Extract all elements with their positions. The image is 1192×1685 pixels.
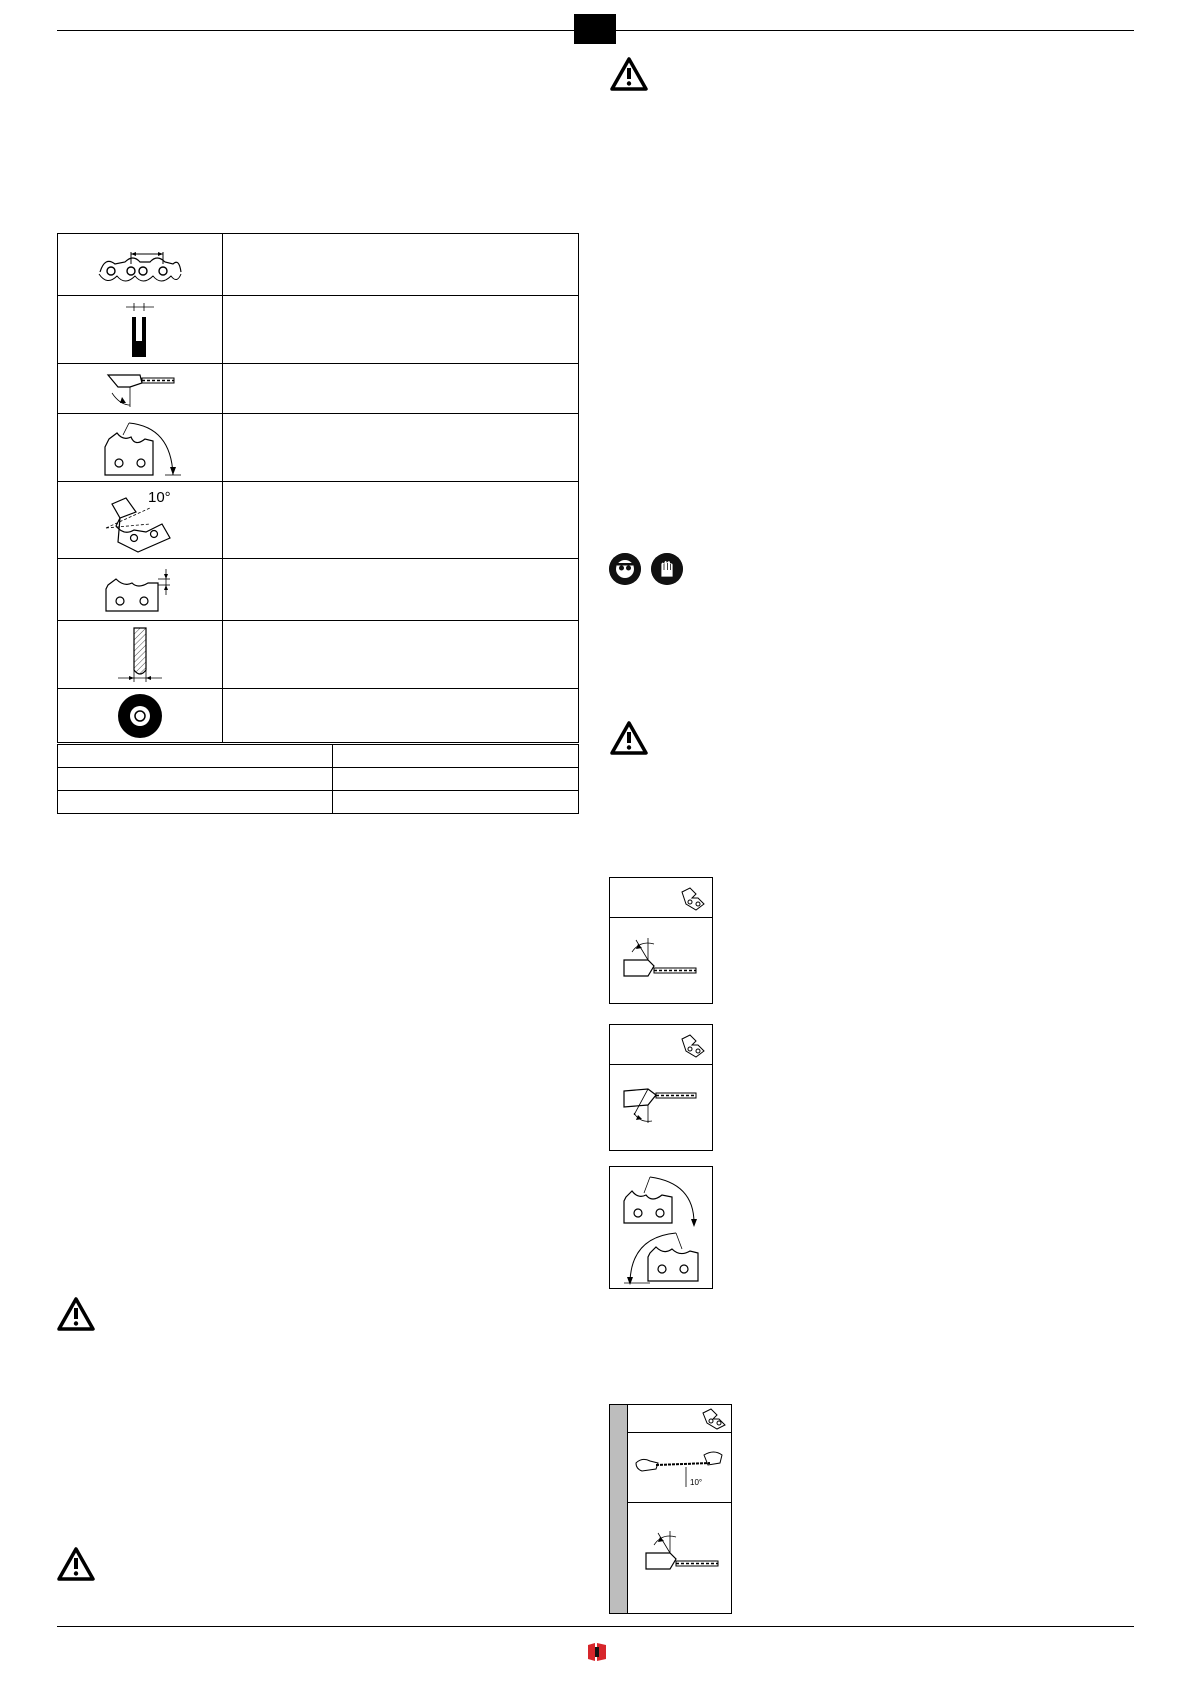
warning-triangle-icon [609,56,649,92]
spec-text [223,414,578,481]
figure-top-plate-angle [609,877,713,1004]
spec-row [58,559,578,621]
file-tilt-label: 10° [148,489,171,506]
sub-cell [333,791,578,813]
spec-text [223,364,578,413]
cutter-thumbnail-icon [678,884,708,912]
depth-gauge-setting-icon [58,559,223,620]
file-guide-hands-diagram [628,1433,731,1503]
drive-link-gauge-icon [58,296,223,363]
sub-table-row [58,767,578,790]
side-plate-pair-diagram [610,1167,712,1288]
chain-sub-table [57,744,579,814]
sub-cell [333,768,578,790]
round-file-diameter-icon [58,621,223,688]
spec-row [58,414,578,482]
protective-gloves-icon [651,553,683,585]
chain-pitch-icon [58,234,223,295]
side-plate-angle-icon [58,414,223,481]
spec-row [58,482,578,559]
figure-side-plate-angle [609,1024,713,1151]
spec-row [58,296,578,364]
spec-row [58,689,578,742]
eye-ear-protection-icon [609,553,641,585]
cutter-thumbnail-icon [678,1031,708,1059]
warning-triangle-icon [56,1296,96,1332]
spec-text [223,621,578,688]
side-plate-angle-diagram [610,1065,710,1147]
spec-row [58,234,578,296]
spec-text [223,689,578,742]
chain-spec-table [57,233,579,743]
top-plate-angle-diagram [610,918,710,1000]
sub-table-row [58,744,578,767]
sub-cell [58,791,333,813]
figure-file-guide [609,1404,732,1614]
sub-cell [58,768,333,790]
file-guide-angle-diagram [628,1503,731,1613]
language-tab [574,14,616,44]
footer-rule [57,1626,1134,1627]
top-plate-filing-angle-icon [58,364,223,413]
sub-cell [333,745,578,767]
spec-text [223,482,578,558]
brand-logo-icon [585,1641,609,1663]
spec-text [223,559,578,620]
sub-cell [58,745,333,767]
figure-side-plate-pair [609,1166,713,1289]
cutter-thumbnail-icon [699,1405,729,1431]
file-tilt-angle-icon [58,482,223,558]
spec-row [58,364,578,414]
grinding-wheel-icon [58,689,223,742]
warning-triangle-icon [609,720,649,756]
warning-triangle-icon [56,1546,96,1582]
figure-side-bar [610,1405,628,1613]
sub-table-row [58,790,578,813]
file-guide-angle-label: 10° [690,1478,703,1487]
spec-text [223,234,578,295]
spec-text [223,296,578,363]
spec-row [58,621,578,689]
